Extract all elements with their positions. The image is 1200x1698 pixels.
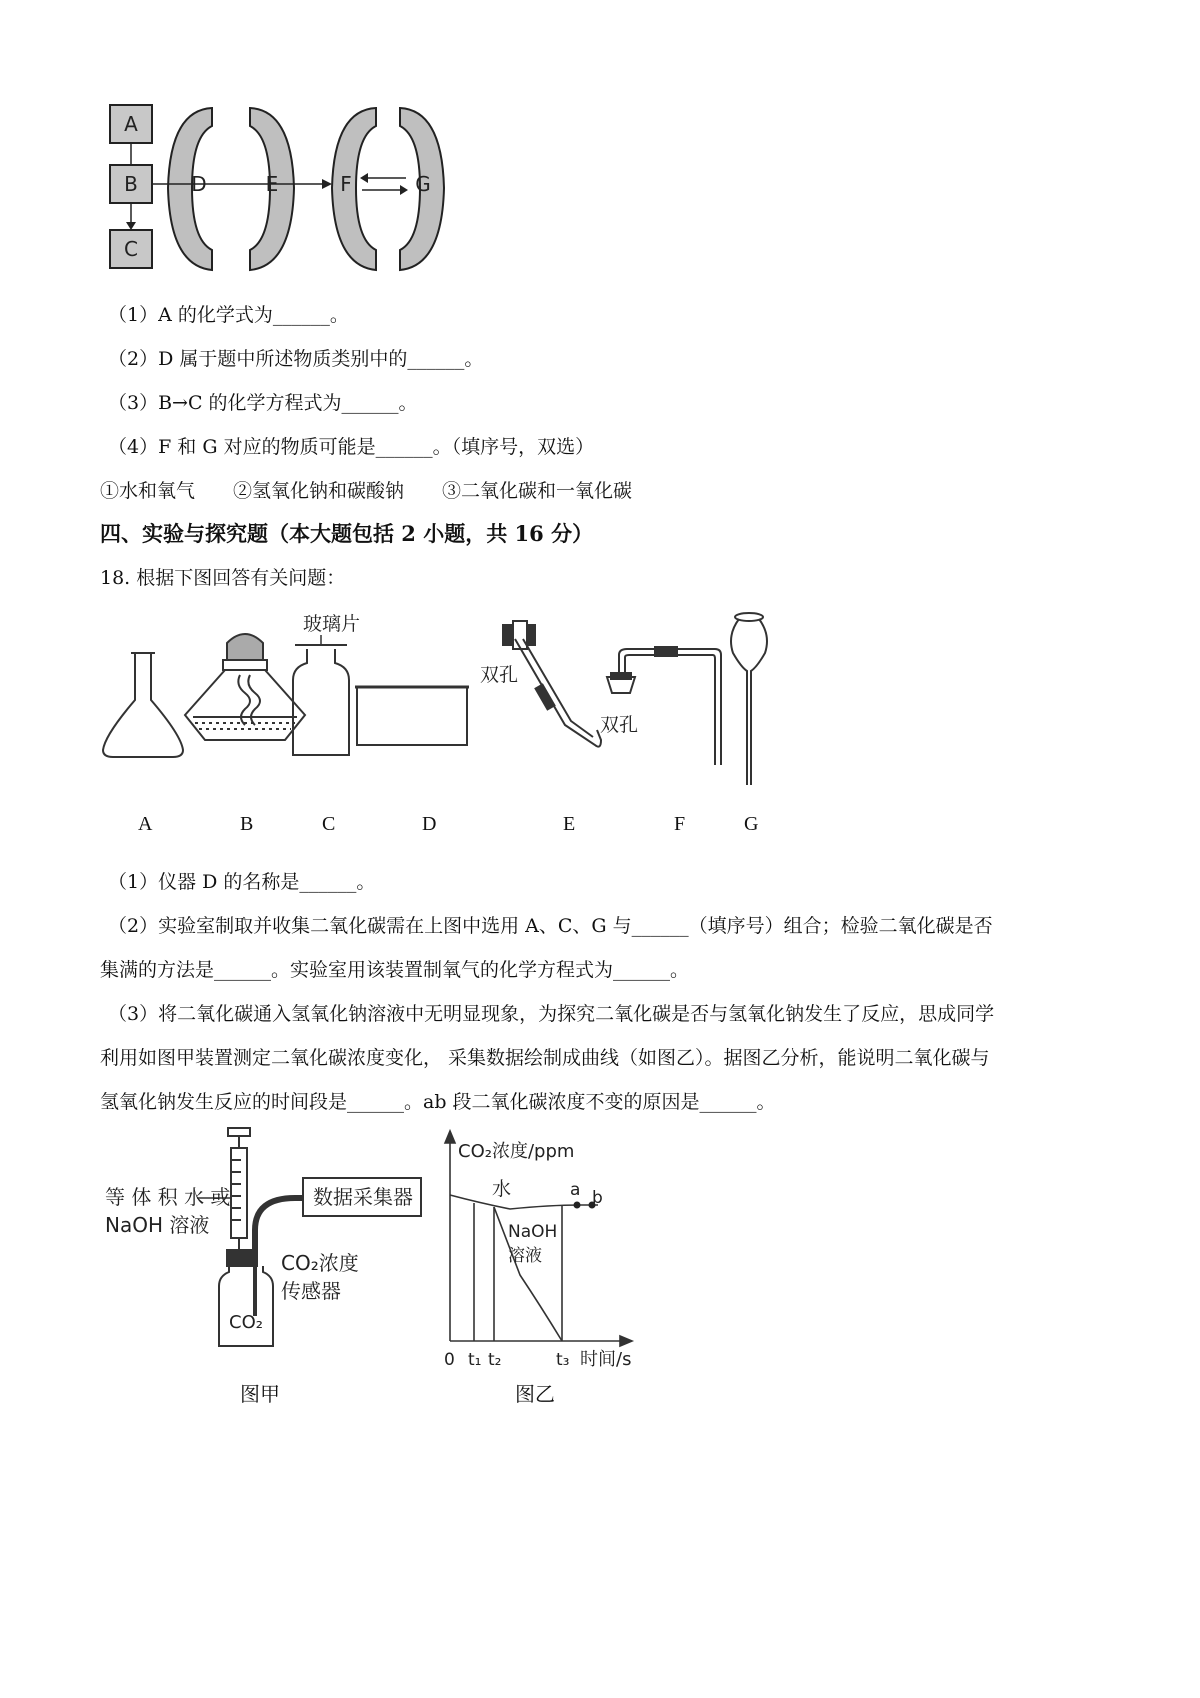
label-f: F bbox=[674, 813, 686, 835]
section-title: 四、实验与探究题（本大题包括 2 小题，共 16 分） bbox=[100, 521, 594, 546]
conical-flask-a bbox=[103, 653, 183, 757]
two-hole-label-f: 双孔 bbox=[600, 714, 639, 736]
label-b: B bbox=[240, 813, 254, 835]
q18-stem: 18. 根据下图回答有关问题： bbox=[100, 567, 346, 589]
origin-label: 0 bbox=[444, 1350, 455, 1370]
label-c: C bbox=[322, 813, 336, 835]
tick-t1: t₁ bbox=[468, 1350, 482, 1370]
node-a: A bbox=[124, 112, 138, 136]
alcohol-lamp-b bbox=[185, 634, 305, 740]
point-a-label: a bbox=[570, 1180, 581, 1200]
two-hole-label-e: 双孔 bbox=[480, 664, 519, 686]
sensor-label-1: CO₂浓度 bbox=[281, 1251, 359, 1275]
label-e: E bbox=[563, 813, 576, 835]
apparatus-figure bbox=[95, 605, 795, 845]
tick-t2: t₂ bbox=[488, 1350, 502, 1370]
point-b-label: b bbox=[592, 1188, 603, 1208]
q17-part2: （2）D 属于题中所述物质类别中的______。 bbox=[108, 348, 484, 370]
sensor-label-2: 传感器 bbox=[281, 1279, 341, 1303]
node-e: E bbox=[265, 172, 279, 196]
q17-part4: （4）F 和 G 对应的物质可能是______。（填序号，双选） bbox=[108, 436, 595, 458]
q17-options: ①水和氧气 ②氢氧化钠和碳酸钠 ③二氧化碳和一氧化碳 bbox=[100, 480, 633, 502]
q17-part3: （3）B→C 的化学方程式为______。 bbox=[108, 392, 418, 414]
y-axis-label: CO₂浓度/ppm bbox=[458, 1141, 575, 1162]
glass-plate-label: 玻璃片 bbox=[303, 613, 361, 635]
q18-part2-line1: （2）实验室制取并收集二氧化碳需在上图中选用 A、C、G 与______（填序号）组合；检验二氧化碳是否 bbox=[108, 915, 993, 937]
substance-relation-diagram bbox=[100, 100, 470, 280]
node-d: D bbox=[191, 172, 207, 196]
naoh-label-1: NaOH bbox=[508, 1222, 558, 1242]
q17-part1: （1）A 的化学式为______。 bbox=[108, 304, 349, 326]
q18-part2-line2: 集满的方法是______。实验室用该装置制氧气的化学方程式为______。 bbox=[100, 959, 690, 981]
label-d: D bbox=[422, 813, 437, 835]
point-a bbox=[574, 1202, 581, 1209]
x-axis-label: 时间/s bbox=[580, 1349, 632, 1370]
q18-part3-line1: （3）将二氧化碳通入氢氧化钠溶液中无明显现象，为探究二氧化碳是否与氢氧化钠发生了反应，思成同学 bbox=[108, 1003, 995, 1025]
q18-part3-line2: 利用如图甲装置测定二氧化碳浓度变化， 采集数据绘制成曲线（如图乙）。据图乙分析，能说明二氧化碳与 bbox=[100, 1047, 990, 1069]
q18-part1: （1）仪器 D 的名称是______。 bbox=[108, 871, 376, 893]
gas-bottle-c bbox=[293, 645, 349, 755]
figure-jia bbox=[95, 1120, 435, 1410]
shell-f bbox=[332, 108, 376, 270]
q18-part3-line3: 氢氧化钠发生反应的时间段是______。ab 段二氧化碳浓度不变的原因是______。 bbox=[100, 1091, 776, 1113]
water-trough-d bbox=[355, 687, 469, 745]
water-label: 水 bbox=[492, 1178, 512, 1200]
syringe-label-1: 等 体 积 水 或 bbox=[105, 1185, 231, 1209]
long-neck-funnel-g bbox=[731, 613, 767, 785]
figure-yi bbox=[420, 1125, 660, 1380]
bottle-label: CO₂ bbox=[229, 1312, 263, 1333]
collector-label: 数据采集器 bbox=[313, 1185, 413, 1209]
tick-t3: t₃ bbox=[556, 1350, 570, 1370]
syringe-label-2: NaOH 溶液 bbox=[105, 1213, 210, 1237]
stopper-tube-f bbox=[607, 647, 721, 765]
label-g: G bbox=[744, 813, 759, 835]
label-a: A bbox=[138, 813, 153, 835]
node-b: B bbox=[124, 172, 138, 196]
caption-yi: 图乙 bbox=[515, 1382, 555, 1406]
node-g: G bbox=[415, 172, 431, 196]
node-f: F bbox=[340, 172, 352, 196]
caption-jia: 图甲 bbox=[240, 1382, 280, 1406]
naoh-label-2: 溶液 bbox=[508, 1246, 542, 1266]
node-c: C bbox=[124, 237, 138, 261]
